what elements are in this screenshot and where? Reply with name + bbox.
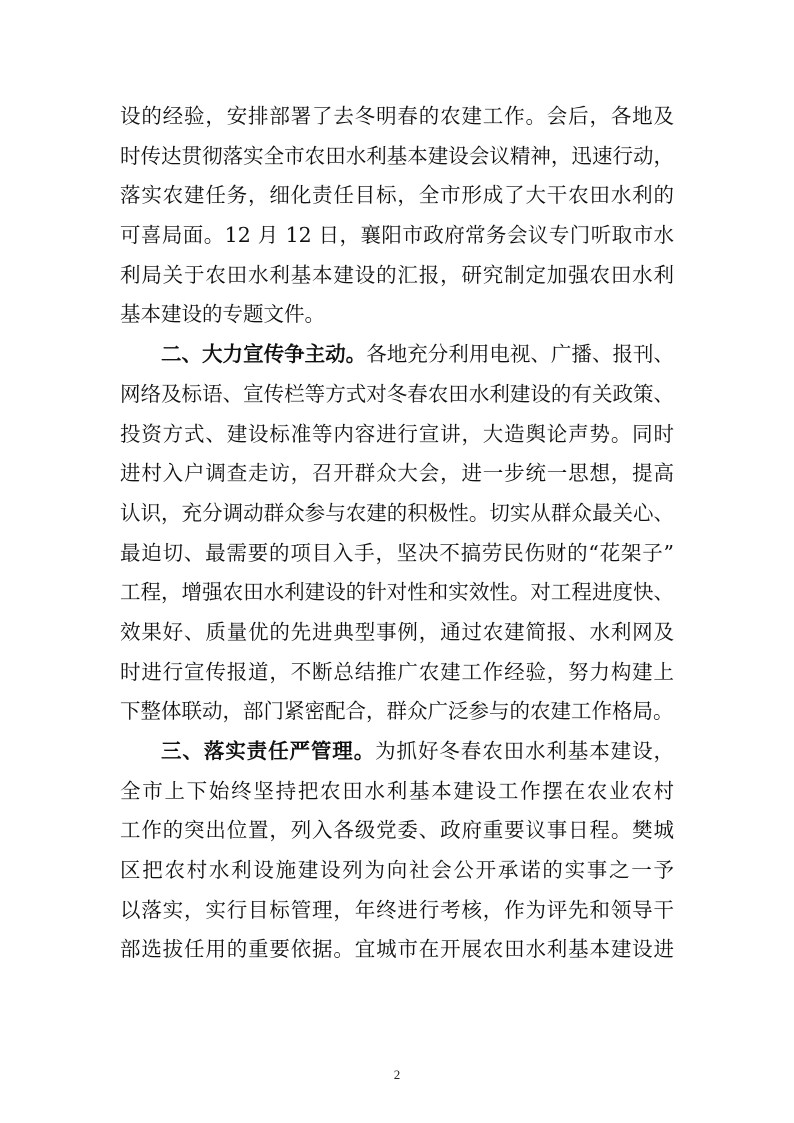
text-line: 可喜局面。12 月 12 日，襄阳市政府常务会议专门听取市水	[120, 223, 674, 248]
text-line: 区把农村水利设施建设列为向社会公开承诺的实事之一予	[120, 858, 674, 883]
paragraph-3	[120, 732, 674, 970]
paragraph-first-line	[120, 732, 674, 772]
text-line: 全市上下始终坚持把农田水利基本建设工作摆在农业农村	[120, 778, 674, 803]
text-run: 为抓好冬春农田水利基本建设，	[375, 739, 675, 763]
text-line: 投资方式、建设标准等内容进行宣讲，大造舆论声势。同时	[120, 421, 674, 446]
text-line: 工作的突出位置，列入各级党委、政府重要议事日程。樊城	[120, 818, 674, 843]
page-number: 2	[393, 1067, 401, 1082]
document-body	[120, 97, 674, 970]
text-line: 工程，增强农田水利建设的针对性和实效性。对工程进度快、	[120, 580, 674, 605]
text-line: 进村入户调查走访，召开群众大会，进一步统一思想，提高	[120, 461, 674, 486]
text-line: 以落实，实行目标管理，年终进行考核，作为评先和领导干	[120, 897, 674, 922]
text-line: 设的经验，安排部署了去冬明春的农建工作。会后，各地及	[120, 104, 674, 128]
text-line: 网络及标语、宣传栏等方式对冬春农田水利建设的有关政策、	[120, 381, 674, 406]
section-heading: 三、落实责任严管理。	[161, 739, 376, 763]
paragraph-first-line	[120, 335, 674, 375]
section-heading: 二、大力宣传争主动。	[161, 342, 367, 367]
text-run: 各地充分利用电视、广播、报刊、	[366, 342, 675, 367]
text-line: 最迫切、最需要的项目入手，坚决不搞劳民伤财的“花架子”	[120, 540, 674, 565]
text-line: 时传达贯彻落实全市农田水利基本建设会议精神，迅速行动，	[120, 143, 674, 168]
text-line: 落实农建任务，细化责任目标，全市形成了大干农田水利的	[120, 183, 674, 208]
text-line: 下整体联动，部门紧密配合，群众广泛参与的农建工作格局。	[120, 699, 674, 724]
text-line: 认识，充分调动群众参与农建的积极性。切实从群众最关心、	[120, 500, 674, 525]
paragraph-1	[120, 97, 674, 335]
text-line: 效果好、质量优的先进典型事例，通过农建简报、水利网及	[120, 619, 674, 644]
text-line: 基本建设的专题文件。	[120, 302, 325, 327]
text-line: 时进行宣传报道，不断总结推广农建工作经验，努力构建上	[120, 659, 674, 684]
text-line: 利局关于农田水利基本建设的汇报，研究制定加强农田水利	[120, 262, 674, 287]
text-line: 部选拔任用的重要依据。宜城市在开展农田水利基本建设进	[120, 937, 674, 962]
paragraph-2	[120, 335, 674, 732]
